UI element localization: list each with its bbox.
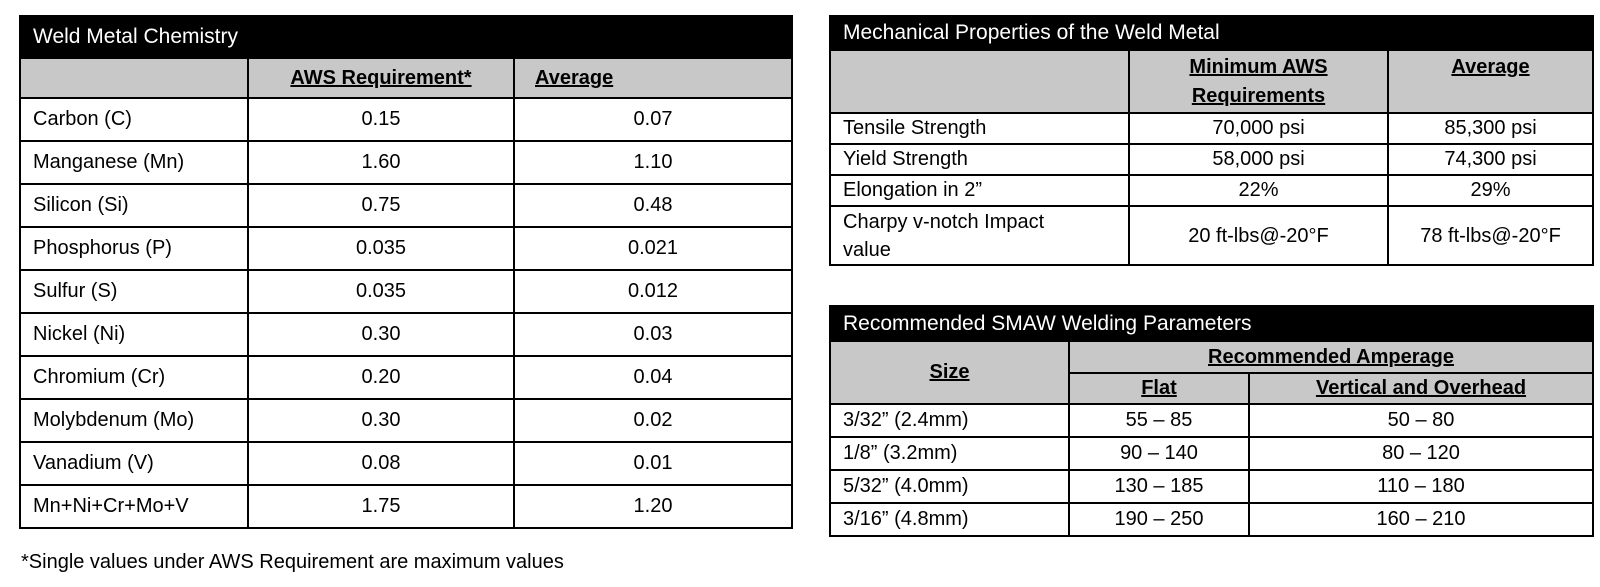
mechanical-average-value: 74,300 psi bbox=[1388, 144, 1593, 175]
chemistry-aws-value: 1.60 bbox=[248, 141, 514, 184]
chemistry-average-value: 0.02 bbox=[514, 399, 792, 442]
mechanical-minimum-value: 22% bbox=[1129, 175, 1388, 206]
mechanical-average-value: 85,300 psi bbox=[1388, 113, 1593, 144]
weld-metal-chemistry-table bbox=[19, 15, 793, 529]
table-row bbox=[830, 437, 1593, 470]
mechanical-property: Tensile Strength bbox=[830, 113, 1129, 144]
chemistry-aws-value: 0.30 bbox=[248, 399, 514, 442]
mechanical-header-average: Average bbox=[1388, 50, 1593, 113]
mechanical-properties-table bbox=[829, 15, 1594, 266]
smaw-flat-value: 90 – 140 bbox=[1069, 437, 1249, 470]
table-row bbox=[830, 175, 1593, 206]
chemistry-average-value: 0.48 bbox=[514, 184, 792, 227]
table-row bbox=[20, 356, 792, 399]
smaw-header-amperage: Recommended Amperage bbox=[1069, 341, 1593, 373]
smaw-parameters-table bbox=[829, 305, 1594, 537]
table-row bbox=[830, 404, 1593, 437]
mechanical-header-blank bbox=[830, 50, 1129, 113]
chemistry-element: Chromium (Cr) bbox=[20, 356, 248, 399]
smaw-flat-value: 130 – 185 bbox=[1069, 470, 1249, 503]
chemistry-average-value: 1.10 bbox=[514, 141, 792, 184]
chemistry-aws-value: 0.08 bbox=[248, 442, 514, 485]
table-row bbox=[20, 227, 792, 270]
chemistry-average-value: 0.04 bbox=[514, 356, 792, 399]
chemistry-element: Phosphorus (P) bbox=[20, 227, 248, 270]
table-row bbox=[20, 313, 792, 356]
chemistry-aws-value: 0.20 bbox=[248, 356, 514, 399]
smaw-title: Recommended SMAW Welding Parameters bbox=[830, 306, 1593, 341]
chemistry-title: Weld Metal Chemistry bbox=[20, 16, 792, 58]
chemistry-footnote: *Single values under AWS Requirement are maximum values bbox=[21, 551, 564, 573]
mechanical-minimum-value: 70,000 psi bbox=[1129, 113, 1388, 144]
table-row bbox=[20, 485, 792, 528]
chemistry-average-value: 0.07 bbox=[514, 98, 792, 141]
smaw-vo-value: 50 – 80 bbox=[1249, 404, 1593, 437]
chemistry-aws-value: 0.035 bbox=[248, 227, 514, 270]
chemistry-aws-value: 0.15 bbox=[248, 98, 514, 141]
table-row bbox=[20, 270, 792, 313]
table-row bbox=[20, 399, 792, 442]
table-row bbox=[20, 98, 792, 141]
table-row bbox=[830, 503, 1593, 536]
chemistry-average-value: 0.01 bbox=[514, 442, 792, 485]
table-row bbox=[20, 141, 792, 184]
smaw-vo-value: 80 – 120 bbox=[1249, 437, 1593, 470]
chemistry-average-value: 0.012 bbox=[514, 270, 792, 313]
mechanical-property: Yield Strength bbox=[830, 144, 1129, 175]
chemistry-element: Vanadium (V) bbox=[20, 442, 248, 485]
table-row bbox=[830, 144, 1593, 175]
chemistry-element: Manganese (Mn) bbox=[20, 141, 248, 184]
smaw-header-vertical-overhead: Vertical and Overhead bbox=[1249, 373, 1593, 404]
mechanical-minimum-value: 58,000 psi bbox=[1129, 144, 1388, 175]
smaw-size: 3/32” (2.4mm) bbox=[830, 404, 1069, 437]
chemistry-header-average: Average bbox=[514, 58, 792, 98]
table-row bbox=[830, 113, 1593, 144]
chemistry-header-blank bbox=[20, 58, 248, 98]
mechanical-property: Elongation in 2” bbox=[830, 175, 1129, 206]
smaw-header-flat: Flat bbox=[1069, 373, 1249, 404]
chemistry-aws-value: 0.30 bbox=[248, 313, 514, 356]
chemistry-average-value: 1.20 bbox=[514, 485, 792, 528]
mechanical-average-value: 29% bbox=[1388, 175, 1593, 206]
chemistry-element: Silicon (Si) bbox=[20, 184, 248, 227]
smaw-size: 5/32” (4.0mm) bbox=[830, 470, 1069, 503]
chemistry-aws-value: 1.75 bbox=[248, 485, 514, 528]
mechanical-property: Charpy v-notch Impact value bbox=[830, 206, 1129, 265]
table-row bbox=[20, 442, 792, 485]
mechanical-title: Mechanical Properties of the Weld Metal bbox=[830, 16, 1593, 50]
smaw-flat-value: 55 – 85 bbox=[1069, 404, 1249, 437]
chemistry-element: Sulfur (S) bbox=[20, 270, 248, 313]
chemistry-element: Molybdenum (Mo) bbox=[20, 399, 248, 442]
smaw-header-size: Size bbox=[830, 341, 1069, 404]
smaw-vo-value: 160 – 210 bbox=[1249, 503, 1593, 536]
table-row bbox=[830, 206, 1593, 265]
chemistry-header-aws: AWS Requirement* bbox=[248, 58, 514, 98]
table-row bbox=[20, 184, 792, 227]
mechanical-header-minimum-aws: Minimum AWS Requirements bbox=[1129, 50, 1388, 113]
smaw-size: 3/16” (4.8mm) bbox=[830, 503, 1069, 536]
chemistry-aws-value: 0.75 bbox=[248, 184, 514, 227]
smaw-vo-value: 110 – 180 bbox=[1249, 470, 1593, 503]
table-row bbox=[830, 470, 1593, 503]
chemistry-average-value: 0.03 bbox=[514, 313, 792, 356]
chemistry-element: Carbon (C) bbox=[20, 98, 248, 141]
chemistry-element: Mn+Ni+Cr+Mo+V bbox=[20, 485, 248, 528]
smaw-size: 1/8” (3.2mm) bbox=[830, 437, 1069, 470]
chemistry-element: Nickel (Ni) bbox=[20, 313, 248, 356]
mechanical-minimum-value: 20 ft-lbs@-20°F bbox=[1129, 206, 1388, 265]
chemistry-aws-value: 0.035 bbox=[248, 270, 514, 313]
smaw-flat-value: 190 – 250 bbox=[1069, 503, 1249, 536]
chemistry-average-value: 0.021 bbox=[514, 227, 792, 270]
mechanical-average-value: 78 ft-lbs@-20°F bbox=[1388, 206, 1593, 265]
